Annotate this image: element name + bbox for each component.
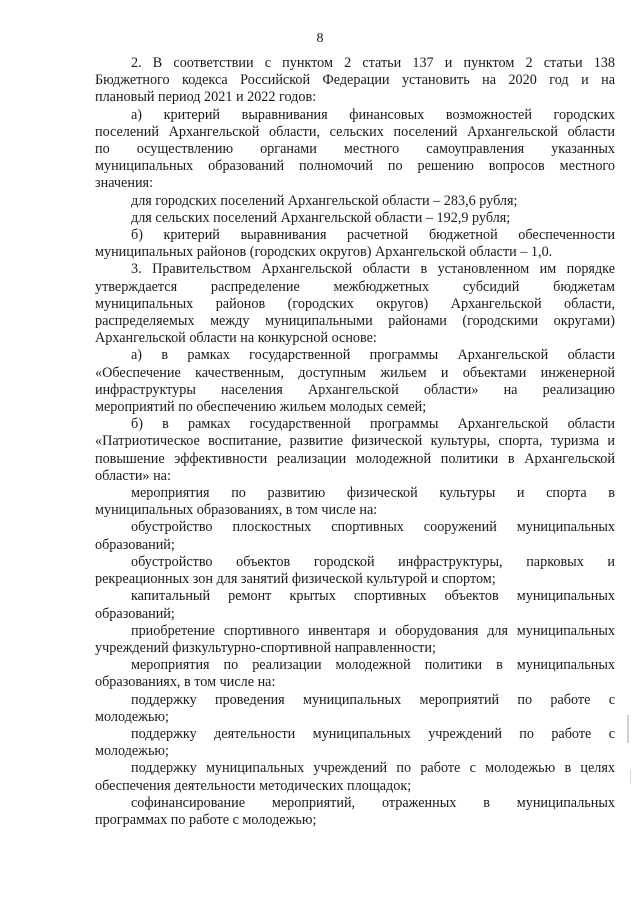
text-line: б) в рамках государственной программы Архангельской области	[131, 416, 615, 433]
paragraph	[95, 623, 615, 657]
text-line: программах по работе с молодежью;	[95, 811, 317, 828]
paragraph	[95, 795, 615, 829]
text-line: 2. В соответствии с пунктом 2 статьи 137 и пунктом 2 статьи 138	[131, 55, 615, 71]
text-line: «Патриотическое воспитание, развитие физической культуры, спорта, туризма и	[95, 433, 615, 450]
text-line: софинансирование мероприятий, отраженных в муниципальных	[131, 794, 615, 811]
paragraph	[95, 485, 615, 519]
text-line: муниципальных образованиях, в том числе на:	[95, 502, 378, 519]
text-line: муниципальных районов (городских округов) Архангельской области – 1,0.	[95, 244, 553, 261]
text-line: образованиях, в том числе на:	[95, 674, 276, 691]
text-line: образований;	[95, 605, 175, 622]
text-line: муниципальных районов (городских округов) Архангельской области,	[95, 295, 615, 312]
paragraph	[95, 227, 615, 261]
text-line: для сельских поселений Архангельской области – 192,9 рубля;	[131, 209, 511, 226]
text-line: обустройство плоскостных спортивных сооружений муниципальных	[131, 519, 615, 536]
text-line: «Обеспечение качественным, доступным жильем и объектами инженерной	[95, 364, 615, 381]
text-line: обеспечения деятельности методических площадок;	[95, 777, 412, 794]
paragraph	[95, 726, 615, 760]
text-line: области» на:	[95, 467, 171, 484]
text-line: рекреационных зон для занятий физической культурой и спортом;	[95, 571, 496, 588]
text-line: б) критерий выравнивания расчетной бюджетной обеспеченности	[131, 227, 615, 244]
text-line: 3. Правительством Архангельской области в установленном им порядке	[131, 261, 615, 278]
text-line: инфраструктуры населения Архангельской области» на реализацию	[95, 381, 615, 398]
text-line: обустройство объектов городской инфраструктуры, парковых и	[131, 553, 615, 570]
text-line: поддержку деятельности муниципальных учреждений по работе с	[131, 725, 615, 742]
page-number: 8	[316, 31, 324, 46]
paragraph	[95, 55, 615, 107]
scan-artifact	[627, 715, 629, 743]
text-line: муниципальных образований полномочий по решению вопросов местного	[95, 158, 615, 175]
text-line: поддержку муниципальных учреждений по работе с молодежью в целях	[131, 760, 615, 777]
paragraph	[95, 519, 615, 553]
text-line: утверждается распределение межбюджетных субсидий бюджетам	[95, 278, 615, 295]
text-line: по осуществлению органами местного самоуправления указанных	[95, 141, 615, 158]
text-line: а) критерий выравнивания финансовых возможностей городских	[131, 106, 615, 123]
scan-artifact	[630, 770, 631, 784]
text-line: повышение эффективности реализации молодежной политики в Архангельской	[95, 450, 615, 467]
text-line: а) в рамках государственной программы Архангельской области	[131, 347, 615, 364]
paragraph	[95, 657, 615, 691]
text-line: плановый период 2021 и 2022 годов:	[95, 89, 317, 106]
paragraph	[95, 416, 615, 485]
text-line: значения:	[95, 175, 154, 192]
paragraph	[95, 760, 615, 794]
paragraph	[95, 107, 615, 193]
text-line: молодежью;	[95, 708, 169, 725]
text-line: образований;	[95, 536, 175, 553]
text-line: мероприятия по развитию физической культуры и спорта в	[131, 485, 615, 502]
text-line: приобретение спортивного инвентаря и оборудования для муниципальных	[131, 622, 615, 639]
text-line: для городских поселений Архангельской области – 283,6 рубля;	[131, 192, 518, 209]
text-line: капитальный ремонт крытых спортивных объектов муниципальных	[131, 588, 615, 605]
paragraph	[95, 210, 615, 227]
text-line: распределяемых между муниципальными районами (городскими округами)	[95, 313, 615, 330]
text-line: мероприятия по реализации молодежной политики в муниципальных	[131, 657, 615, 674]
text-line: Бюджетного кодекса Российской Федерации установить на 2020 год и на	[95, 72, 615, 89]
text-line: учреждений физкультурно-спортивной направленности;	[95, 639, 436, 656]
text-line: мероприятий по обеспечению жильем молодых семей;	[95, 399, 427, 416]
text-line: молодежью;	[95, 743, 169, 760]
paragraph	[95, 193, 615, 210]
paragraph	[95, 347, 615, 416]
text-line: поддержку проведения муниципальных мероприятий по работе с	[131, 691, 615, 708]
paragraph	[95, 554, 615, 588]
paragraph	[95, 261, 615, 347]
text-line: поселений Архангельской области, сельских поселений Архангельской области	[95, 123, 615, 140]
text-line: Архангельской области на конкурсной основе:	[95, 330, 377, 347]
document-body	[95, 55, 615, 829]
paragraph	[95, 588, 615, 622]
paragraph	[95, 692, 615, 726]
